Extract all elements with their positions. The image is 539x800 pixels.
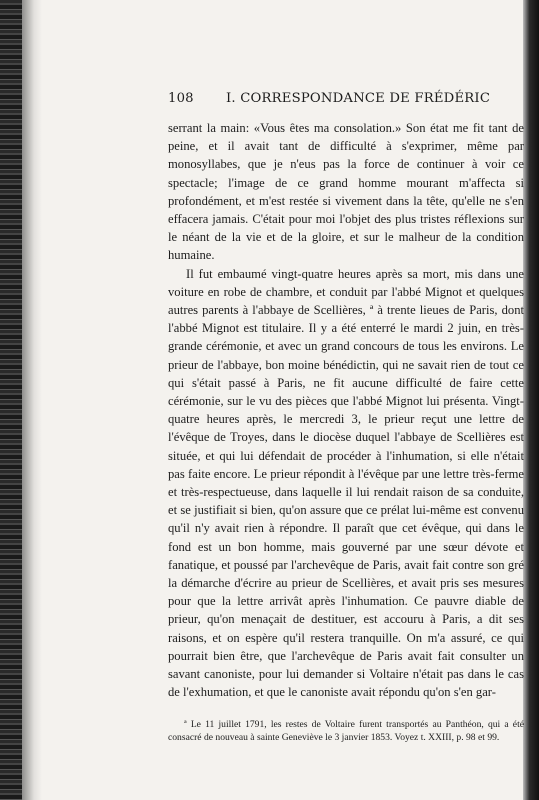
running-header bbox=[168, 91, 524, 113]
running-title: I. CORRESPONDANCE DE FRÉDÉRIC bbox=[226, 91, 491, 106]
page-number: 108 bbox=[168, 91, 194, 106]
footnote: ª Le 11 juillet 1791, les restes de Voltaire furent transportés au Panthéon, qui a été consacré de nouveau à sainte Geneviève le 3 janvier 1853. Voyez t. XXIII, p. 98 et 99. bbox=[168, 718, 524, 744]
paragraph-1: serrant la main: «Vous êtes ma consolation.» Son état me fit tant de peine, et il avait tant de difficulté à s'exprimer, même par monosyllabes, que je n'eus pas la force de continuer à voir ce spectacle; l'image de ce grand homme mourant m'affecta si profondément, et m'est restée si vivement dans la tête, qu'elle ne s'en effacera jamais. C'était pour moi l'objet des plus tristes réflexions sur le néant de la vie et de la gloire, et sur le malheur de la condition humaine. bbox=[168, 121, 524, 263]
body-text bbox=[168, 119, 524, 702]
book-page bbox=[168, 91, 524, 745]
paragraph-2: Il fut embaumé vingt-quatre heures après sa mort, mis dans une voiture en robe de chambre, et conduit par l'abbé Mignot et quelques autres parents à l'abbaye de Scellières, ª à trente lieues de Paris, dont l'abbé Mignot est titulaire. Il y a été enterré le mardi 2 juin, en très-grande cérémonie, et avec un grand concours de tous les environs. Le prieur de l'abbaye, bon moine bénédictin, qui ne savait rien de tout ce qui s'était passé à Paris, ne fit aucune difficulté de faire cette cérémonie, sur le vu des pièces que l'abbé Mignot lui présenta. Vingt-quatre heures après, le mercredi 3, le prieur reçut une lettre de l'évêque de Troyes, dans le diocèse duquel l'abbaye de Scellières est située, et qui lui défendait de procéder à l'inhumation, si elle n'était pas faite encore. Le prieur répondit à l'évêque par une lettre très-ferme et très-respectueuse, dans laquelle il lui rendait raison de sa conduite, et se justifiait si bien, qu'on assure que ce prélat lui-même est convenu qu'il n'y avait rien à répondre. Il paraît que cet évêque, qui dans le fond est un bon homme, mais gouverné par une sœur dévote et fanatique, et poussé par l'archevêque de Paris, avait fait contre son gré la démarche d'écrire au prieur de Scellières, et avait pris ses mesures pour que la lettre arrivât après l'inhumation. Ce pauvre diable de prieur, qu'on menaçait de destituer, est accouru à Paris, a dit ses raisons, et on espère qu'il restera tranquille. On m'a assuré, ce qui pourrait bien être, que l'archevêque de Paris avait fait consulter un savant canoniste, pour lui demander si Voltaire n'était pas dans le cas de l'exhumation, et que le canoniste avait répondu qu'on s'en gar- bbox=[168, 266, 524, 700]
scan-right-edge bbox=[523, 0, 539, 800]
scan-left-edge bbox=[0, 0, 22, 800]
